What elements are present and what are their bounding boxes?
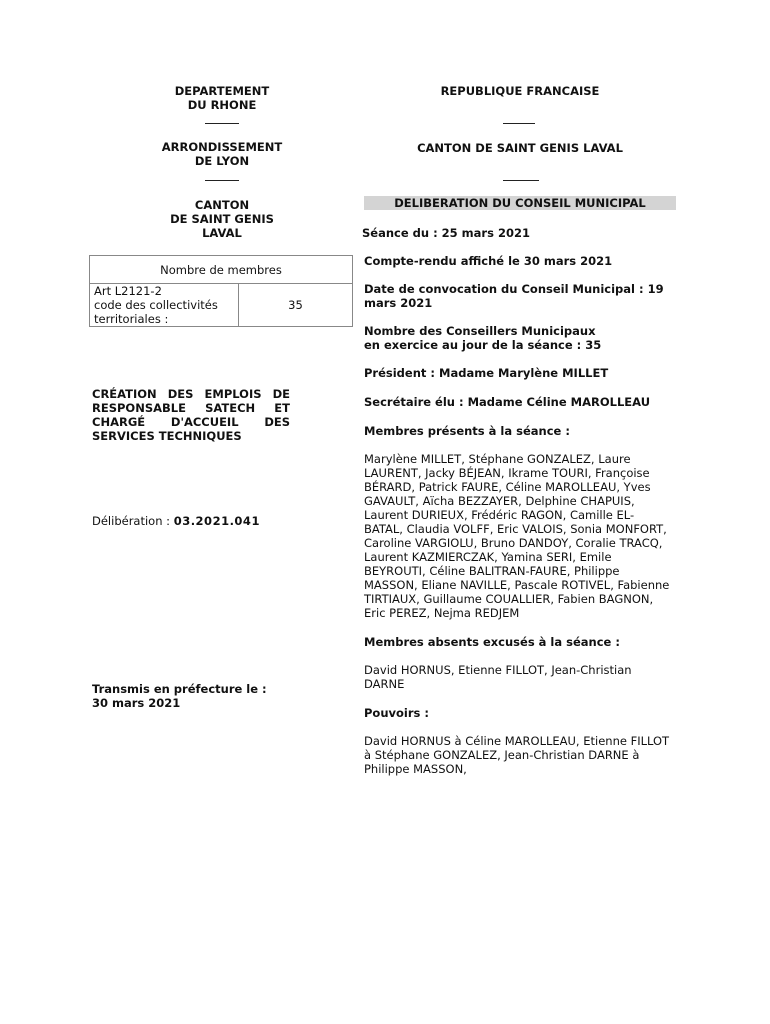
deliberation-number: Délibération : 03.2021.041 (92, 514, 260, 528)
members-table-header: Nombre de membres (90, 256, 353, 284)
divider (503, 123, 535, 124)
arrondissement-heading: ARRONDISSEMENT DE LYON (161, 140, 283, 168)
right-canton-heading: CANTON DE SAINT GENIS LAVAL (417, 141, 623, 155)
conseillers-count: Nombre des Conseillers Municipaux en exercice au jour de la séance : 35 (364, 324, 602, 352)
presents-title: Membres présents à la séance : (364, 424, 570, 438)
canton-heading: CANTON DE SAINT GENIS LAVAL (170, 198, 274, 240)
deliberation-title: DELIBERATION DU CONSEIL MUNICIPAL (364, 196, 676, 210)
seance-date: Séance du : 25 mars 2021 (362, 226, 530, 240)
deliberation-subject: CRÉATION DES EMPLOIS DE RESPONSABLE SATECH ET CHARGÉ D'ACCUEIL DES SERVICES TECHNIQUES (92, 387, 290, 443)
convocation-date: Date de convocation du Conseil Municipal : 19 mars 2021 (364, 282, 664, 310)
secretaire: Secrétaire élu : Madame Céline MAROLLEAU (364, 395, 651, 409)
transmis-prefecture: Transmis en préfecture le : 30 mars 2021 (92, 682, 267, 710)
absents-list: David HORNUS, Etienne FILLOT, Jean-Christian DARNE (364, 663, 632, 691)
members-table-label: Art L2121-2 code des collectivités territoriales : (90, 284, 239, 327)
president: Président : Madame Marylène MILLET (364, 366, 609, 380)
presents-list: Marylène MILLET, Stéphane GONZALEZ, Laure LAURENT, Jacky BÉJEAN, Ikrame TOURI, Françoise BÉRARD, Patrick FAURE, Céline MAROLLEAU, Yves GAVAULT, Aïcha BEZZAYER, Delphine CHAPUIS, Laurent DURIEUX, Frédéric RAGON, Camille EL- BATAL, Claudia VOLFF, Eric VALOIS, Sonia MONFORT, Caroline VARGIOLU, Bruno DANDOY, Coralie TRACQ, Laurent KAZMIERCZAK, Yamina SERI, Emile BEYROUTI, Céline BALITRAN-FAURE, Philippe MASSON, Eliane NAVILLE, Pascale ROTIVEL, Fabienne TIRTIAUX, Guillaume COUALLIER, Fabien BAGNON, Eric PEREZ, Nejma REDJEM (364, 452, 670, 620)
members-table-value: 35 (239, 284, 353, 327)
divider (503, 180, 539, 181)
pouvoirs-title: Pouvoirs : (364, 706, 429, 720)
absents-title: Membres absents excusés à la séance : (364, 635, 620, 649)
divider (205, 123, 239, 124)
divider (205, 180, 239, 181)
republique-heading: REPUBLIQUE FRANCAISE (440, 84, 600, 98)
compte-rendu-date: Compte-rendu affiché le 30 mars 2021 (364, 254, 613, 268)
department-heading: DEPARTEMENT DU RHONE (174, 84, 270, 112)
pouvoirs-list: David HORNUS à Céline MAROLLEAU, Etienne FILLOT à Stéphane GONZALEZ, Jean-Christian DARNE à Philippe MASSON, (364, 734, 670, 776)
members-count-table (89, 255, 353, 327)
